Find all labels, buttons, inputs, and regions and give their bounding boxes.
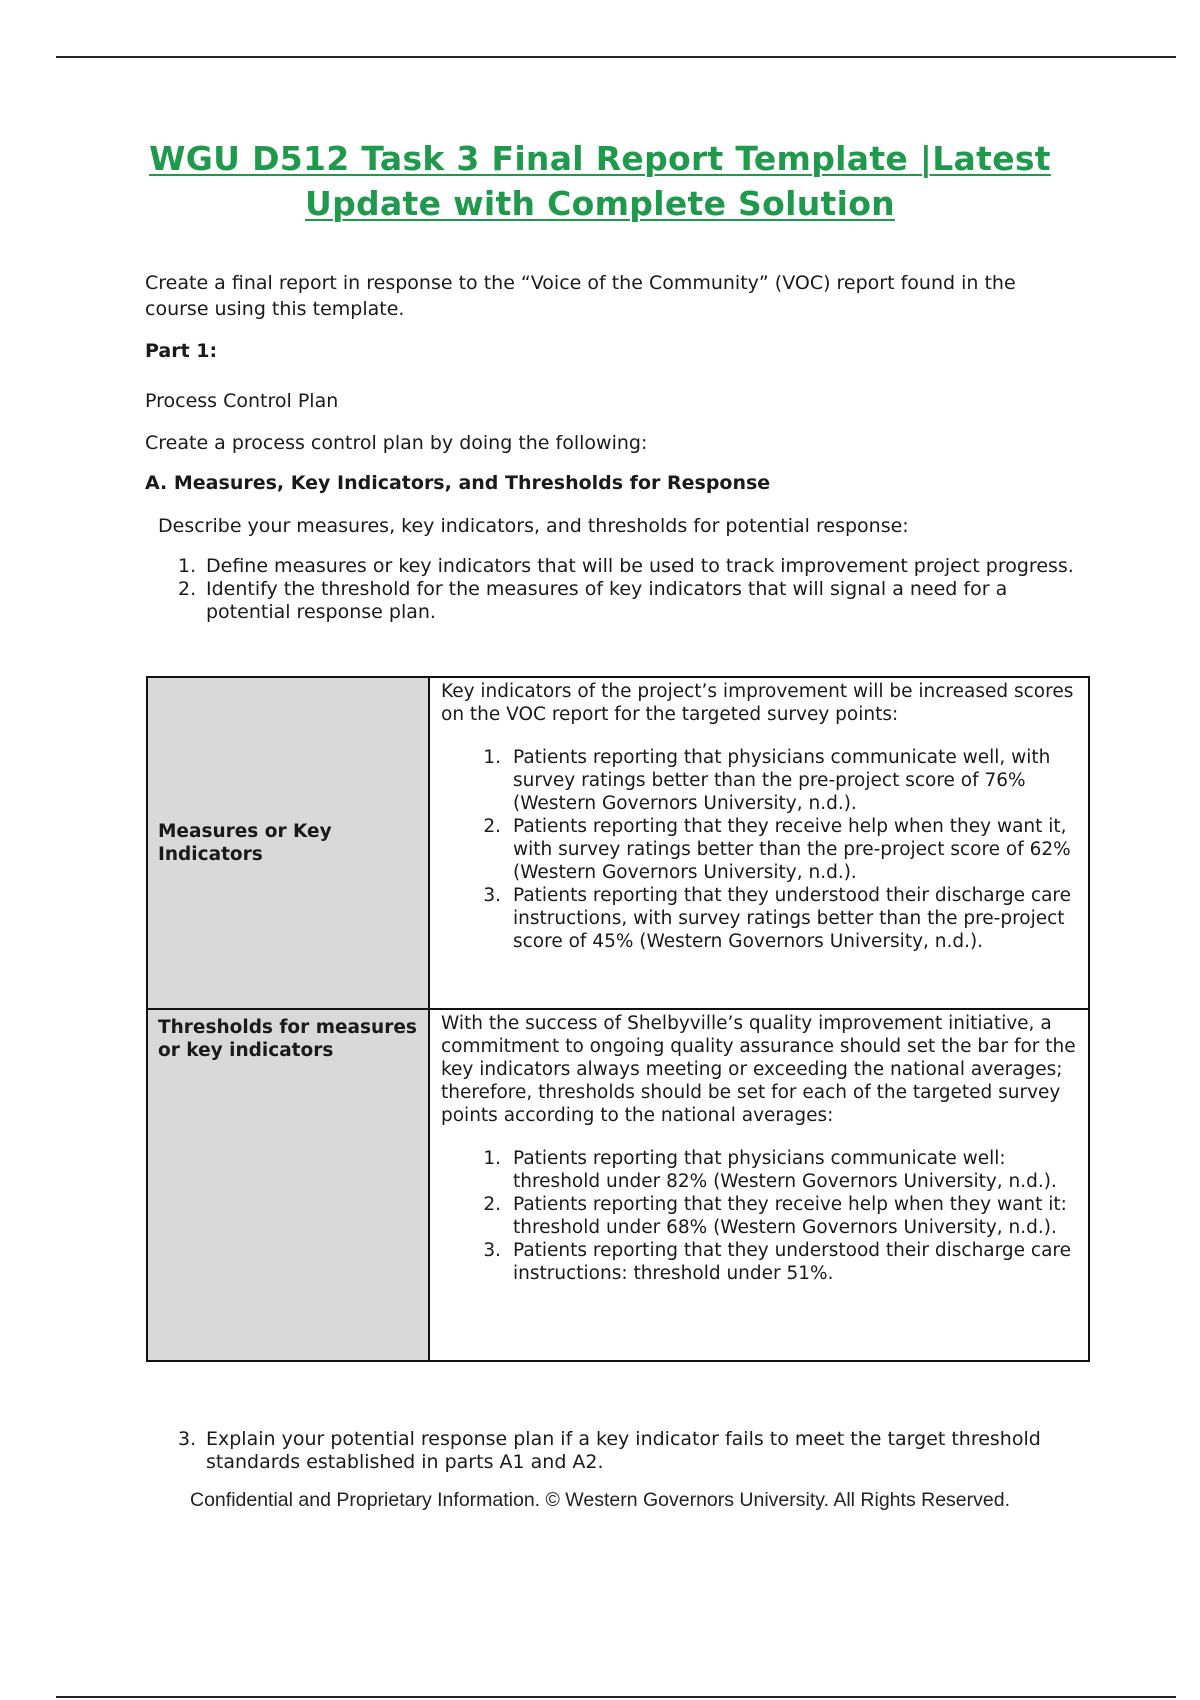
list-text: Identify the threshold for the measures of key indicators that will signal a need for a potential response plan.	[206, 578, 1008, 623]
heading-a: A. Measures, Key Indicators, and Thresholds for Response	[145, 472, 771, 494]
list-number: 3.	[178, 1428, 197, 1450]
process-control-table	[146, 676, 1090, 1362]
top-rule	[56, 56, 1176, 58]
list-item	[178, 555, 1078, 578]
section-title: Process Control Plan	[145, 390, 339, 412]
describe-text: Describe your measures, key indicators, and thresholds for potential response:	[158, 515, 909, 537]
measures-label: Measures or Key Indicators	[147, 677, 429, 1009]
instruction-text: Create a process control plan by doing the following:	[145, 432, 648, 454]
thresholds-label: Thresholds for measures or key indicators	[147, 1009, 429, 1361]
list-text: Patients reporting that physicians communicate well, with survey ratings better than the pre-project score of 76% (Western Governors University, n.d.).	[513, 747, 1051, 814]
list-text: Patients reporting that they understood their discharge care instructions, with survey ratings better than the pre-project score of 45% (Western Governors University, n.d.).	[513, 885, 1072, 952]
bottom-rule	[56, 1696, 1176, 1698]
thresholds-cell	[429, 1009, 1089, 1361]
list-item	[441, 1239, 1078, 1285]
title-line-1: WGU D512 Task 3 Final Report Template |Latest	[149, 139, 1051, 178]
measures-cell	[429, 677, 1089, 1009]
list-text: Explain your potential response plan if a key indicator fails to meet the target threshold standards established in parts A1 and A2.	[206, 1428, 1041, 1473]
list-item	[441, 746, 1078, 815]
list-item	[178, 1428, 1078, 1474]
list-text: Patients reporting that physicians communicate well: threshold under 82% (Western Governors University, n.d.).	[513, 1148, 1057, 1192]
list-text: Patients reporting that they receive help when they want it: threshold under 68% (Western Governors University, n.d.).	[513, 1194, 1067, 1238]
list-number: 1.	[178, 555, 197, 577]
table-row	[147, 677, 1089, 1009]
list-number: 3.	[483, 1240, 501, 1261]
thresholds-list	[441, 1147, 1078, 1285]
table-row	[147, 1009, 1089, 1361]
list-item	[178, 578, 1078, 624]
list-text: Patients reporting that they understood their discharge care instructions: threshold under 51%.	[513, 1240, 1072, 1284]
steps-list	[178, 555, 1078, 624]
intro-paragraph: Create a final report in response to the “Voice of the Community” (VOC) report found in the course using this template.	[145, 272, 1016, 320]
title-line-2: Update with Complete Solution	[305, 184, 895, 223]
list-item	[441, 815, 1078, 884]
document-title	[120, 136, 1080, 226]
list-number: 1.	[483, 747, 501, 768]
measures-list	[441, 746, 1078, 953]
list-number: 3.	[483, 885, 501, 906]
list-number: 2.	[483, 816, 501, 837]
measures-intro: Key indicators of the project’s improvement will be increased scores on the VOC report for the targeted survey points:	[441, 681, 1074, 725]
list-number: 2.	[483, 1194, 501, 1215]
list-number: 2.	[178, 578, 197, 600]
list-number: 1.	[483, 1148, 501, 1169]
list-item	[441, 1147, 1078, 1193]
part-label: Part 1:	[145, 340, 218, 362]
list-item	[441, 884, 1078, 953]
copyright-footer: Confidential and Proprietary Information. © Western Governors University. All Rights Reserved.	[190, 1489, 1010, 1511]
step-3-list	[178, 1428, 1078, 1474]
list-item	[441, 1193, 1078, 1239]
list-text: Define measures or key indicators that will be used to track improvement project progress.	[206, 555, 1074, 577]
thresholds-intro: With the success of Shelbyville’s quality improvement initiative, a commitment to ongoing quality assurance should set the bar for the key indicators always meeting or exceeding the national averages; therefore, thresholds should be set for each of the targeted survey points according to the national averages:	[441, 1013, 1076, 1126]
list-text: Patients reporting that they receive help when they want it, with survey ratings better than the pre-project score of 62% (Western Governors University, n.d.).	[513, 816, 1071, 883]
